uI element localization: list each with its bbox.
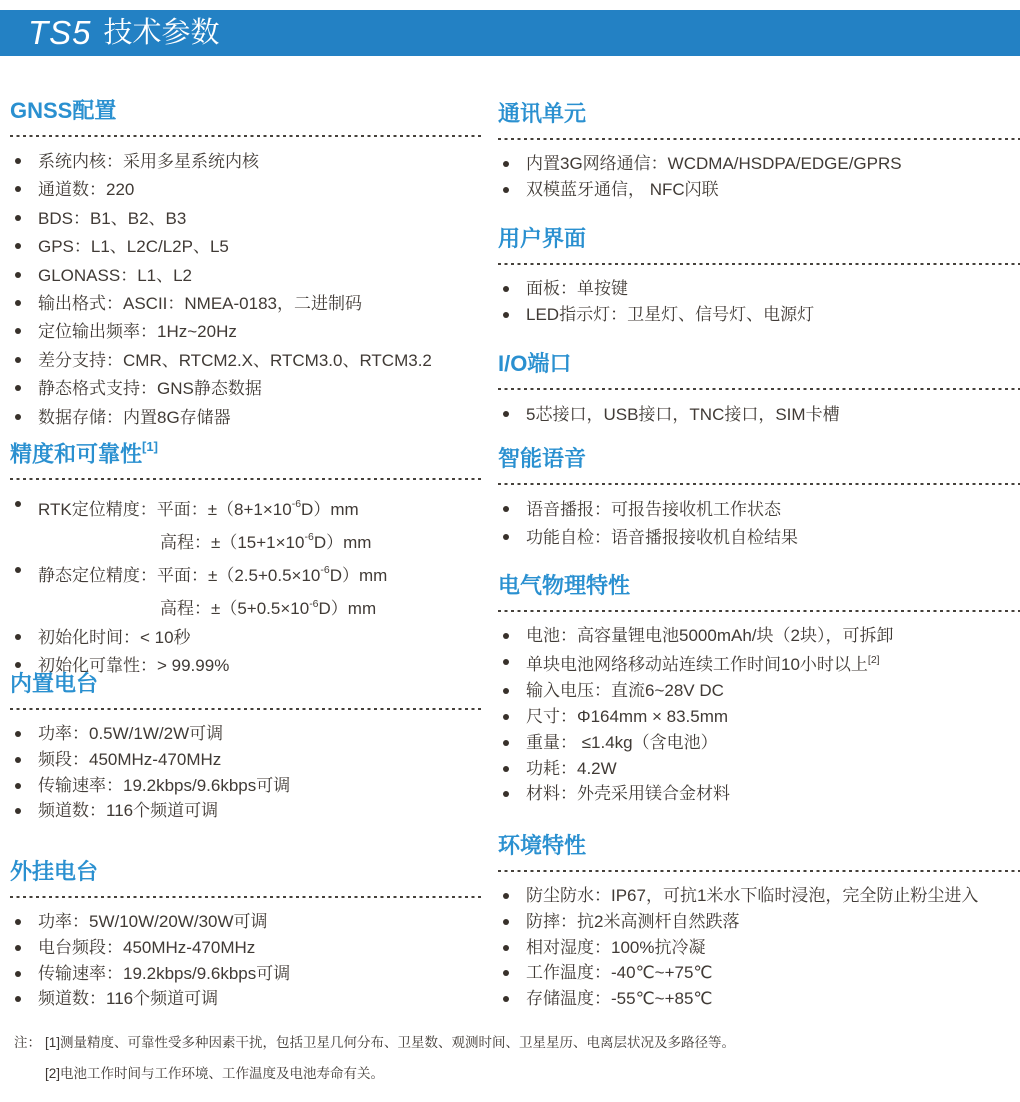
list-item <box>498 986 1020 1012</box>
item-text: 静态定位精度：平面：$\pm(2.5+0.5\times 10^{-6}D)mm$ <box>38 564 388 586</box>
dotted-divider <box>10 708 484 710</box>
list-item <box>10 148 484 176</box>
bullet-icon <box>15 158 21 164</box>
bullet-icon <box>15 357 21 363</box>
list-item <box>10 747 484 773</box>
list-item <box>498 302 1020 328</box>
list-item <box>498 649 1020 678</box>
bullet-icon <box>503 411 509 417</box>
item-text: RTK定位精度：平面：$\pm(8+1\times 10^{-6}D)mm$ <box>38 498 359 519</box>
dotted-divider <box>498 388 1020 390</box>
header-bar <box>0 10 1020 56</box>
bullet-icon <box>15 731 21 737</box>
notes-label: 注： <box>14 1035 41 1050</box>
item-text: GPS：L1、L2C/L2P、L5 <box>38 237 229 257</box>
bullet-icon <box>15 328 21 334</box>
section-title: 智能语音 <box>498 446 587 471</box>
item-text: 传输速率：19.2kbps/9.6kbps可调 <box>38 775 291 795</box>
bullet-icon <box>503 534 509 540</box>
list-item <box>498 909 1020 935</box>
section-title: 通讯单元 <box>498 101 587 126</box>
item-text: 输入电压：直流6~28V DC <box>526 681 724 701</box>
bullet-icon <box>503 766 509 772</box>
list-item <box>10 233 484 261</box>
dotted-divider <box>498 138 1020 140</box>
list-item <box>10 491 484 557</box>
list-item <box>498 730 1020 756</box>
note-line: [2]电池工作时间与工作环境、工作温度及电池寿命有关。 <box>45 1065 385 1081</box>
list-item <box>10 986 484 1012</box>
bullet-icon <box>15 945 21 951</box>
bullet-icon <box>15 414 21 420</box>
bullet-icon <box>15 634 21 640</box>
bullet-icon <box>15 243 21 249</box>
bullet-icon <box>503 945 509 951</box>
spec-list <box>498 623 1020 807</box>
bullet-icon <box>503 506 509 512</box>
bullet-icon <box>15 186 21 192</box>
item-text: 功率：0.5W/1W/2W可调 <box>38 724 224 743</box>
list-item <box>10 404 484 432</box>
item-text: 频道数：116个频道可调 <box>38 989 219 1009</box>
item-text: 双模蓝牙通信， NFC闪联 <box>526 179 719 199</box>
dotted-divider <box>10 896 484 898</box>
bullet-icon <box>503 740 509 746</box>
spec-list <box>498 276 1020 328</box>
bullet-icon <box>503 970 509 976</box>
bullet-icon <box>503 312 509 318</box>
bullet-icon <box>503 688 509 694</box>
item-text: 传输速率：19.2kbps/9.6kbps可调 <box>38 963 291 983</box>
item-text: 工作温度：-40℃~+75℃ <box>526 963 713 983</box>
bullet-icon <box>15 300 21 306</box>
bullet-icon <box>503 286 509 292</box>
spec-list <box>10 148 484 432</box>
item-text: 初始化可靠性：> 99.99% <box>38 655 230 675</box>
item-text: 电台频段：450MHz-470MHz <box>38 937 256 957</box>
item-text: 尺寸：Φ164mm × 83.5mm <box>526 707 729 727</box>
list-item <box>498 623 1020 649</box>
bullet-icon <box>15 808 21 814</box>
dotted-divider <box>498 610 1020 612</box>
list-item <box>498 678 1020 704</box>
item-text: LED指示灯：卫星灯、信号灯、电源灯 <box>526 304 815 324</box>
list-item <box>498 177 1020 203</box>
list-item <box>10 909 484 935</box>
dotted-divider <box>498 870 1020 872</box>
spec-section <box>498 444 1020 553</box>
item-text: 数据存储：内置8G存储器 <box>38 407 231 427</box>
list-item <box>498 151 1020 177</box>
item-text: GLONASS：L1、L2 <box>38 265 193 285</box>
bullet-icon <box>503 919 509 925</box>
item-text: 相对湿度：100%抗冷凝 <box>526 937 706 957</box>
list-item <box>498 401 1020 429</box>
bullet-icon <box>15 971 21 977</box>
list-item <box>10 318 484 346</box>
section-title: 环境特性 <box>498 833 587 858</box>
spec-section <box>10 434 484 680</box>
list-item <box>498 883 1020 909</box>
list-item <box>10 773 484 799</box>
list-item <box>10 205 484 233</box>
spec-list <box>498 883 1020 1012</box>
list-item <box>498 524 1020 552</box>
bullet-icon <box>503 893 509 899</box>
section-title: GNSS配置 <box>10 98 117 123</box>
item-text: 面板：单按键 <box>526 279 628 298</box>
section-title: 电气物理特性 <box>498 573 631 598</box>
section-title: 外挂电台 <box>10 859 99 884</box>
spec-list <box>498 401 1020 429</box>
bullet-icon <box>503 791 509 797</box>
section-title: 用户界面 <box>498 226 587 251</box>
bullet-icon <box>503 187 509 193</box>
item-text: 5芯接口，USB接口，TNC接口，SIM卡槽 <box>526 405 840 424</box>
list-item <box>498 756 1020 782</box>
item-text: 高程：$\pm(5+0.5\times 10^{-6}D)mm$ <box>160 597 377 619</box>
list-item <box>10 961 484 987</box>
spec-list <box>498 496 1020 553</box>
item-text: 重量： ≤1.4kg（含电池） <box>526 732 718 752</box>
bullet-icon <box>503 714 509 720</box>
bullet-icon <box>15 501 21 507</box>
list-item <box>10 176 484 204</box>
dotted-divider <box>10 478 484 480</box>
spec-section <box>498 224 1020 328</box>
spec-section <box>498 831 1020 1012</box>
list-item <box>10 624 484 652</box>
bullet-icon <box>503 659 509 665</box>
bullet-icon <box>503 996 509 1002</box>
item-text-continuation <box>38 524 484 557</box>
item-text: 语音播报：可报告接收机工作状态 <box>526 500 781 519</box>
spec-section <box>498 99 1020 203</box>
bullet-icon <box>503 161 509 167</box>
list-item <box>498 704 1020 730</box>
bullet-icon <box>15 757 21 763</box>
section-title: 内置电台 <box>10 671 99 696</box>
spec-section <box>10 857 484 1012</box>
spec-section <box>10 669 484 824</box>
item-text: 电池：高容量锂电池5000mAh/块（2块），可拆卸 <box>526 626 894 645</box>
list-item <box>10 557 484 623</box>
spec-section <box>498 571 1020 807</box>
list-item <box>10 375 484 403</box>
item-text: 定位输出频率：1Hz~20Hz <box>38 322 237 342</box>
dotted-divider <box>10 135 484 137</box>
item-text: 功能自检：语音播报接收机自检结果 <box>526 528 798 548</box>
list-item <box>10 798 484 824</box>
item-text: 功耗：4.2W <box>526 758 617 778</box>
dotted-divider <box>498 483 1020 485</box>
item-text: BDS：B1、B2、B3 <box>38 208 187 228</box>
item-text: 静态格式支持：GNS静态数据 <box>38 379 262 399</box>
bullet-icon <box>15 783 21 789</box>
item-text-continuation <box>38 591 484 624</box>
list-item <box>498 276 1020 302</box>
item-text: 通道数：220 <box>38 180 135 200</box>
spec-list <box>10 721 484 824</box>
item-text: 防尘防水：IP67，可抗1米水下临时浸泡，完全防止粉尘进入 <box>526 886 979 905</box>
section-title: 精度和可靠性[1] <box>10 439 158 467</box>
bullet-icon <box>15 919 21 925</box>
spec-section <box>498 349 1020 429</box>
list-item <box>10 262 484 290</box>
item-text: 差分支持：CMR、RTCM2.X、RTCM3.0、RTCM3.2 <box>38 350 432 370</box>
list-item <box>10 721 484 747</box>
bullet-icon <box>15 215 21 221</box>
page-title: 技术参数 <box>103 17 220 49</box>
bullet-icon <box>15 996 21 1002</box>
item-text: 防摔：抗2米高测杆自然跌落 <box>526 911 740 931</box>
item-text: 高程：$\pm(15+1\times 10^{-6}D)mm$ <box>160 531 372 553</box>
item-text: 功率：5W/10W/20W/30W可调 <box>38 912 268 931</box>
item-text: 材料：外壳采用镁合金材料 <box>526 784 730 804</box>
list-item <box>498 781 1020 807</box>
item-text: 存储温度：-55℃~+85℃ <box>526 989 713 1009</box>
bullet-icon <box>15 662 21 668</box>
list-item <box>498 960 1020 986</box>
dotted-divider <box>498 263 1020 265</box>
bullet-icon <box>15 567 21 573</box>
spec-list <box>10 909 484 1012</box>
list-item <box>498 935 1020 961</box>
list-item <box>10 290 484 318</box>
section-title: I/O端口 <box>498 351 572 376</box>
product-name: TS5 <box>28 14 92 51</box>
spec-list <box>498 151 1020 203</box>
list-item <box>10 935 484 961</box>
item-text: 输出格式：ASCII：NMEA-0183，二进制码 <box>38 294 362 314</box>
spec-list <box>10 491 484 680</box>
list-item <box>498 496 1020 524</box>
item-text: 内置3G网络通信：WCDMA/HSDPA/EDGE/GPRS <box>526 154 902 173</box>
bullet-icon <box>15 272 21 278</box>
notes-body <box>45 1028 735 1089</box>
list-item <box>10 347 484 375</box>
item-text: 频段：450MHz-470MHz <box>38 749 222 769</box>
bullet-icon <box>503 633 509 639</box>
item-text: 系统内核：采用多星系统内核 <box>38 152 259 171</box>
item-text: 频道数：116个频道可调 <box>38 801 219 821</box>
spec-section <box>10 96 484 432</box>
item-text: 单块电池网络移动站连续工作时间10小时以上[2] <box>526 653 880 675</box>
note-line: [1]测量精度、可靠性受多种因素干扰，包括卫星几何分布、卫星数、观测时间、卫星星历、电离层状况及多路径等。 <box>45 1035 736 1050</box>
notes <box>14 1028 1010 1089</box>
item-text: 初始化时间：< 10秒 <box>38 627 191 647</box>
bullet-icon <box>15 385 21 391</box>
